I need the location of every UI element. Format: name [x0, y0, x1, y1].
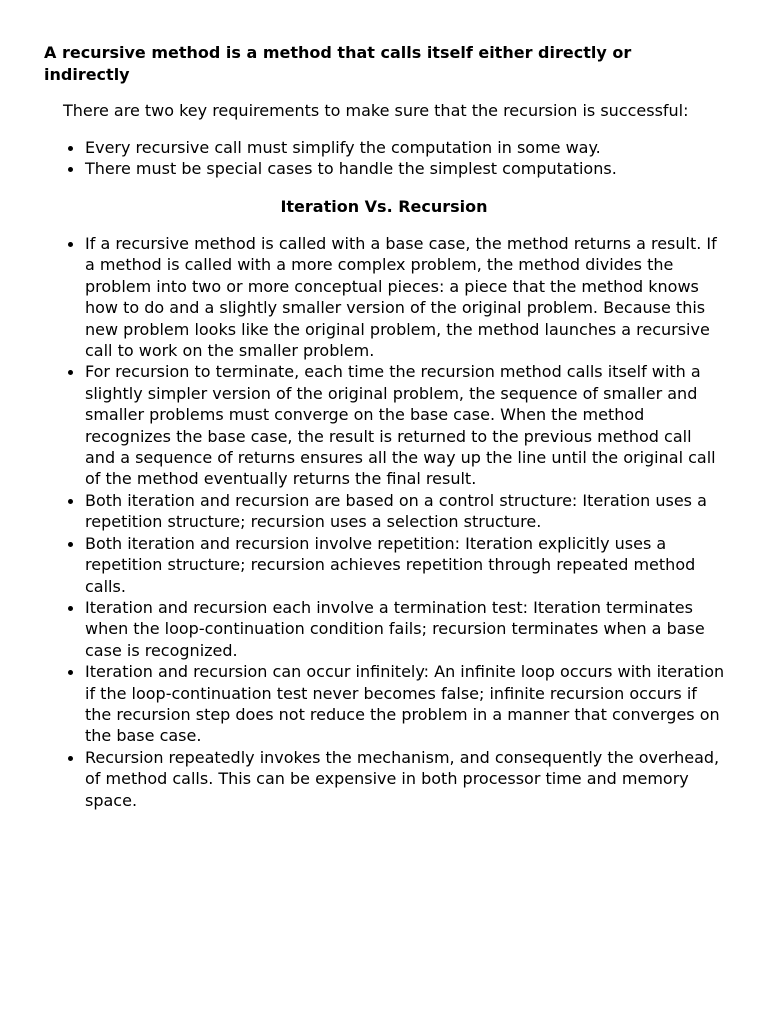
- list-item: Both iteration and recursion involve repetition: Iteration explicitly uses a repetition structure; recursion achieves repetition through repeated method calls.: [65, 533, 725, 597]
- list-item: Every recursive call must simplify the computation in some way.: [65, 137, 725, 158]
- list-item: Recursion repeatedly invokes the mechanism, and consequently the overhead, of method calls. This can be expensive in both processor time and memory space.: [65, 747, 725, 811]
- section-title: Iteration Vs. Recursion: [280, 197, 488, 216]
- list-item: Both iteration and recursion are based on a control structure: Iteration uses a repetition structure; recursion uses a selection structure.: [65, 490, 725, 533]
- requirements-list: [65, 137, 725, 180]
- list-item: For recursion to terminate, each time the recursion method calls itself with a slightly simpler version of the original problem, the sequence of smaller and smaller problems must converge on the base case. When the method recognizes the base case, the result is returned to the previous method call and a sequence of returns ensures all the way up the line until the original call of the method eventually returns the final result.: [65, 361, 725, 489]
- document-heading: A recursive method is a method that calls itself either directly or indirectly: [44, 43, 632, 84]
- list-item: Iteration and recursion each involve a termination test: Iteration terminates when the loop-continuation condition fails; recursion terminates when a base case is recognized.: [65, 597, 725, 661]
- list-item: If a recursive method is called with a base case, the method returns a result. If a method is called with a more complex problem, the method divides the problem into two or more conceptual pieces: a piece that the method knows how to do and a slightly smaller version of the original problem. Because this new problem looks like the original problem, the method launches a recursive call to work on the smaller problem.: [65, 233, 725, 361]
- list-item: Iteration and recursion can occur infinitely: An infinite loop occurs with iteration if the loop-continuation test never becomes false; infinite recursion occurs if the recursion step does not reduce the problem in a manner that converges on the base case.: [65, 661, 725, 747]
- list-item: There must be special cases to handle the simplest computations.: [65, 158, 725, 179]
- intro-paragraph: There are two key requirements to make sure that the recursion is successful:: [63, 101, 689, 120]
- comparison-list: [65, 233, 725, 811]
